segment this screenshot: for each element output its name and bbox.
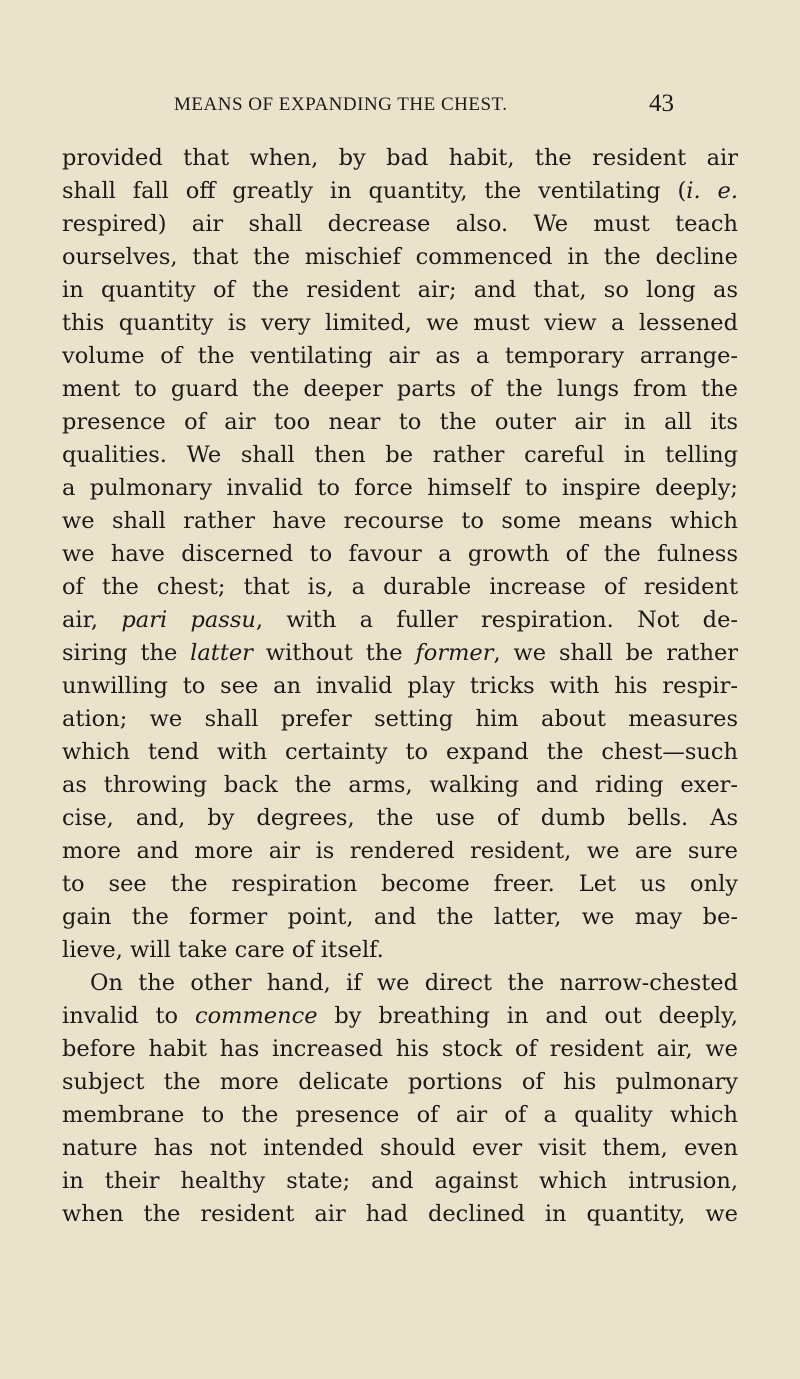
- text-line: [62, 406, 738, 439]
- text-run: by breathing in and out deeply,: [317, 1003, 738, 1029]
- text-line: [62, 868, 738, 901]
- text-line: [62, 307, 738, 340]
- text-line: [62, 1000, 738, 1033]
- text-line: [62, 835, 738, 868]
- running-header: [174, 90, 674, 120]
- text-run: siring the: [62, 640, 191, 666]
- text-run: as throwing back the arms, walking and riding exer-: [62, 772, 738, 798]
- text-run: ourselves, that the mischief commenced in the decline: [62, 244, 738, 270]
- page-number: 43: [649, 90, 674, 117]
- text-run: On the other hand, if we direct the narrow-chested: [90, 970, 738, 996]
- text-run: ment to guard the deeper parts of the lungs from the: [62, 376, 738, 402]
- text-line: [62, 1132, 738, 1165]
- italic-text: former: [415, 640, 494, 666]
- paragraph: [62, 142, 738, 967]
- text-line: [62, 604, 738, 637]
- text-line: [62, 769, 738, 802]
- text-run: volume of the ventilating air as a temporary arrange-: [62, 343, 738, 369]
- text-run: we shall rather have recourse to some means which: [62, 508, 738, 534]
- italic-text: pari passu: [121, 607, 256, 633]
- text-run: , with a fuller respiration. Not de-: [255, 607, 738, 633]
- text-run: this quantity is very limited, we must view a lessened: [62, 310, 738, 336]
- text-run: cise, and, by degrees, the use of dumb bells. As: [62, 805, 738, 831]
- text-run: a pulmonary invalid to force himself to inspire deeply;: [62, 475, 738, 501]
- text-line: [62, 142, 738, 175]
- text-run: gain the former point, and the latter, we may be-: [62, 904, 738, 930]
- text-line: [62, 1066, 738, 1099]
- text-line: [62, 373, 738, 406]
- text-run: ation; we shall prefer setting him about measures: [62, 706, 738, 732]
- text-run: provided that when, by bad habit, the resident air: [62, 145, 738, 171]
- text-run: in quantity of the resident air; and that, so long as: [62, 277, 738, 303]
- text-run: unwilling to see an invalid play tricks with his respir-: [62, 673, 738, 699]
- text-run: membrane to the presence of air of a quality which: [62, 1102, 738, 1128]
- text-run: subject the more delicate portions of his pulmonary: [62, 1069, 738, 1095]
- text-line: [62, 670, 738, 703]
- text-line: [62, 274, 738, 307]
- text-line: [62, 505, 738, 538]
- text-line: [62, 241, 738, 274]
- text-line: [62, 175, 738, 208]
- text-run: respired) air shall decrease also. We must teach: [62, 211, 738, 237]
- text-line: [62, 703, 738, 736]
- text-run: in their healthy state; and against which intrusion,: [62, 1168, 738, 1194]
- text-run: lieve, will take care of itself.: [62, 937, 384, 963]
- text-line: [62, 901, 738, 934]
- text-run: qualities. We shall then be rather careful in telling: [62, 442, 738, 468]
- text-run: more and more air is rendered resident, we are sure: [62, 838, 738, 864]
- text-run: which tend with certainty to expand the chest—such: [62, 739, 738, 765]
- text-run: invalid to: [62, 1003, 195, 1029]
- italic-text: i. e.: [686, 178, 738, 204]
- text-run: before habit has increased his stock of resident air, we: [62, 1036, 738, 1062]
- text-line: [62, 934, 738, 967]
- text-run: we have discerned to favour a growth of the fulness: [62, 541, 738, 567]
- text-line: [62, 1033, 738, 1066]
- text-line: [62, 637, 738, 670]
- text-line: [62, 340, 738, 373]
- text-line: [62, 208, 738, 241]
- text-run: shall fall off greatly in quantity, the ventilating (: [62, 178, 687, 204]
- text-line: [62, 802, 738, 835]
- text-run: when the resident air had declined in quantity, we: [62, 1201, 738, 1227]
- text-run: without the: [252, 640, 416, 666]
- italic-text: commence: [194, 1003, 318, 1029]
- text-run: nature has not intended should ever visit them, even: [62, 1135, 738, 1161]
- text-run: of the chest; that is, a durable increase of resident: [62, 574, 738, 600]
- running-title: MEANS OF EXPANDING THE CHEST.: [174, 94, 508, 115]
- text-line: [62, 538, 738, 571]
- text-line: [62, 1198, 738, 1231]
- text-run: presence of air too near to the outer air in all its: [62, 409, 738, 435]
- text-line: [62, 472, 738, 505]
- text-run: to see the respiration become freer. Let us only: [62, 871, 738, 897]
- text-line: [62, 1099, 738, 1132]
- paragraph: [62, 967, 738, 1231]
- body-text: [62, 142, 738, 1231]
- italic-text: latter: [190, 640, 253, 666]
- text-run: air,: [62, 607, 122, 633]
- text-run: , we shall be rather: [493, 640, 738, 666]
- text-line: [62, 736, 738, 769]
- text-line: [62, 571, 738, 604]
- text-line: [62, 967, 738, 1000]
- text-line: [62, 439, 738, 472]
- text-line: [62, 1165, 738, 1198]
